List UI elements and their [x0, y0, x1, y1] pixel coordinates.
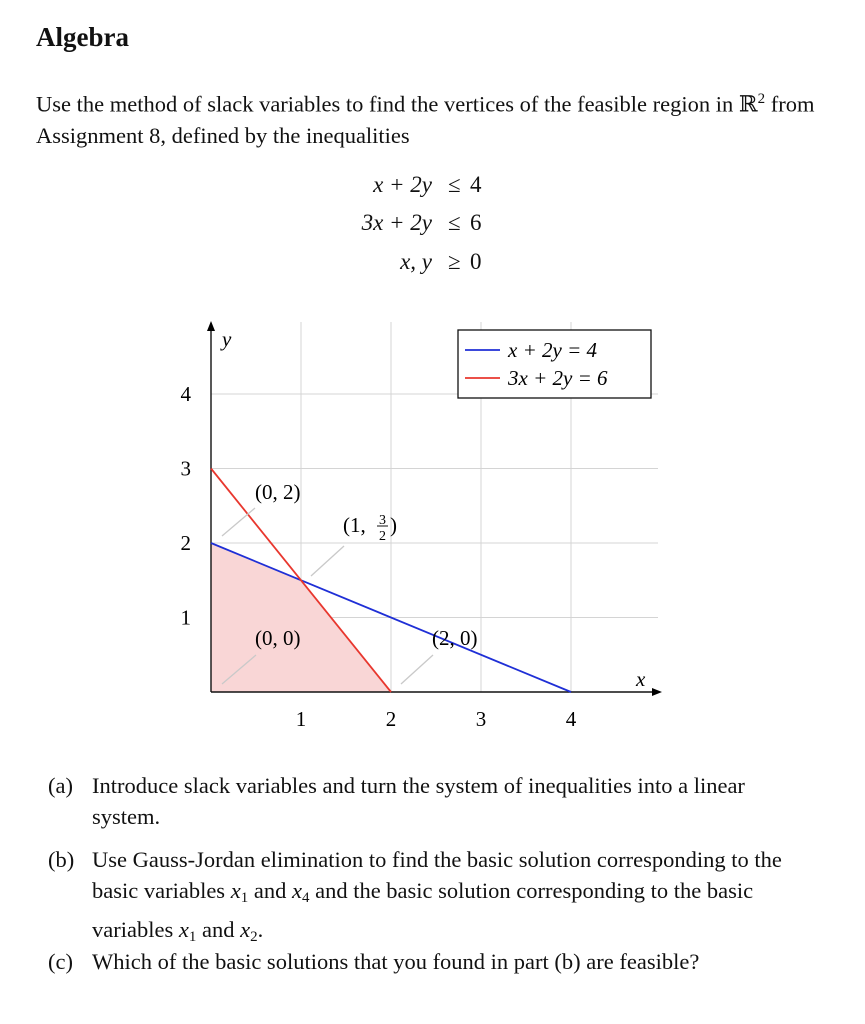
subscript: 4 [301, 890, 310, 906]
inequality-3-rel: ≥ [448, 249, 461, 274]
y-axis-arrow-icon [207, 321, 215, 331]
reals-symbol: ℝ [738, 91, 758, 117]
fraction-numerator: 3 [379, 513, 386, 528]
annotation-leader [222, 508, 255, 536]
x-axis-label: x [636, 667, 646, 691]
y-tick-label: 1 [180, 605, 191, 630]
y-tick-label: 2 [180, 531, 191, 555]
question-b-label: (b) [48, 847, 75, 872]
inequality-1-rel: ≤ [448, 172, 461, 197]
inequality-2-lhs: 3x + 2y [361, 210, 432, 235]
vertex-label: (2, 0) [432, 626, 478, 650]
vertex-label: (1, [343, 513, 366, 537]
question-c [48, 946, 818, 977]
vertex-label: (0, 0) [255, 626, 301, 650]
intro-text-before: Use the method of slack variables to find the vertices of the feasible region in [36, 91, 739, 117]
y-tick-label: 4 [180, 382, 191, 406]
inequality-3-rhs: 0 [470, 249, 482, 274]
question-a-text: Introduce slack variables and turn the system of inequalities into a linear system. [92, 773, 745, 829]
annotation-leader [311, 546, 344, 576]
subscript: 1 [240, 890, 249, 906]
inequality-2-rhs: 6 [470, 210, 482, 235]
subscript: 2 [250, 929, 258, 945]
question-b-part: and the basic solution corresponding to the basic variables [92, 878, 754, 942]
question-b-part: . [257, 917, 264, 942]
vertex-label: (0, 2) [255, 480, 301, 504]
legend-entry: x + 2y = 4 [508, 338, 597, 362]
intro-text-after: from Assignment 8, defined by the inequalities [36, 91, 815, 148]
var-x: x [178, 917, 189, 942]
annotation-leader [401, 655, 433, 684]
question-b-part: Use Gauss-Jordan elimination to find the basic solution corresponding to the basic variables [92, 847, 782, 903]
x-tick-label: 2 [385, 707, 397, 731]
question-c-text: Which of the basic solutions that you found in part (b) are feasible? [92, 949, 700, 974]
inequality-1-lhs: x + 2y [373, 172, 432, 197]
y-axis-label: y [222, 327, 232, 351]
section-title: Algebra [36, 22, 129, 52]
question-a-label: (a) [48, 773, 73, 798]
legend [458, 330, 651, 398]
question-c-label: (c) [48, 949, 73, 974]
question-b-text [92, 844, 818, 953]
feasible-region-plot [0, 300, 865, 740]
intro-paragraph [36, 84, 816, 151]
fraction-denominator: 2 [379, 529, 386, 544]
vertex-label-close: ) [390, 513, 397, 537]
question-a [48, 770, 818, 832]
var-x: x [240, 917, 251, 942]
reals-power: 2 [757, 91, 766, 107]
question-b [48, 844, 818, 953]
legend-entry: 3x + 2y = 6 [508, 366, 608, 390]
x-tick-label: 4 [565, 707, 577, 731]
question-b-part: and [248, 878, 292, 903]
var-x: x [291, 878, 302, 903]
inequality-3-lhs: x, y [400, 249, 432, 274]
x-axis-arrow-icon [652, 688, 662, 696]
x-tick-label: 1 [295, 707, 307, 731]
question-b-part: and [196, 917, 241, 942]
y-tick-label: 3 [180, 456, 191, 481]
subscript: 1 [188, 929, 197, 945]
inequality-1-rhs: 4 [470, 172, 482, 197]
x-tick-label: 3 [475, 707, 487, 731]
inequality-2-rel: ≤ [448, 210, 461, 235]
var-x: x [230, 878, 241, 903]
